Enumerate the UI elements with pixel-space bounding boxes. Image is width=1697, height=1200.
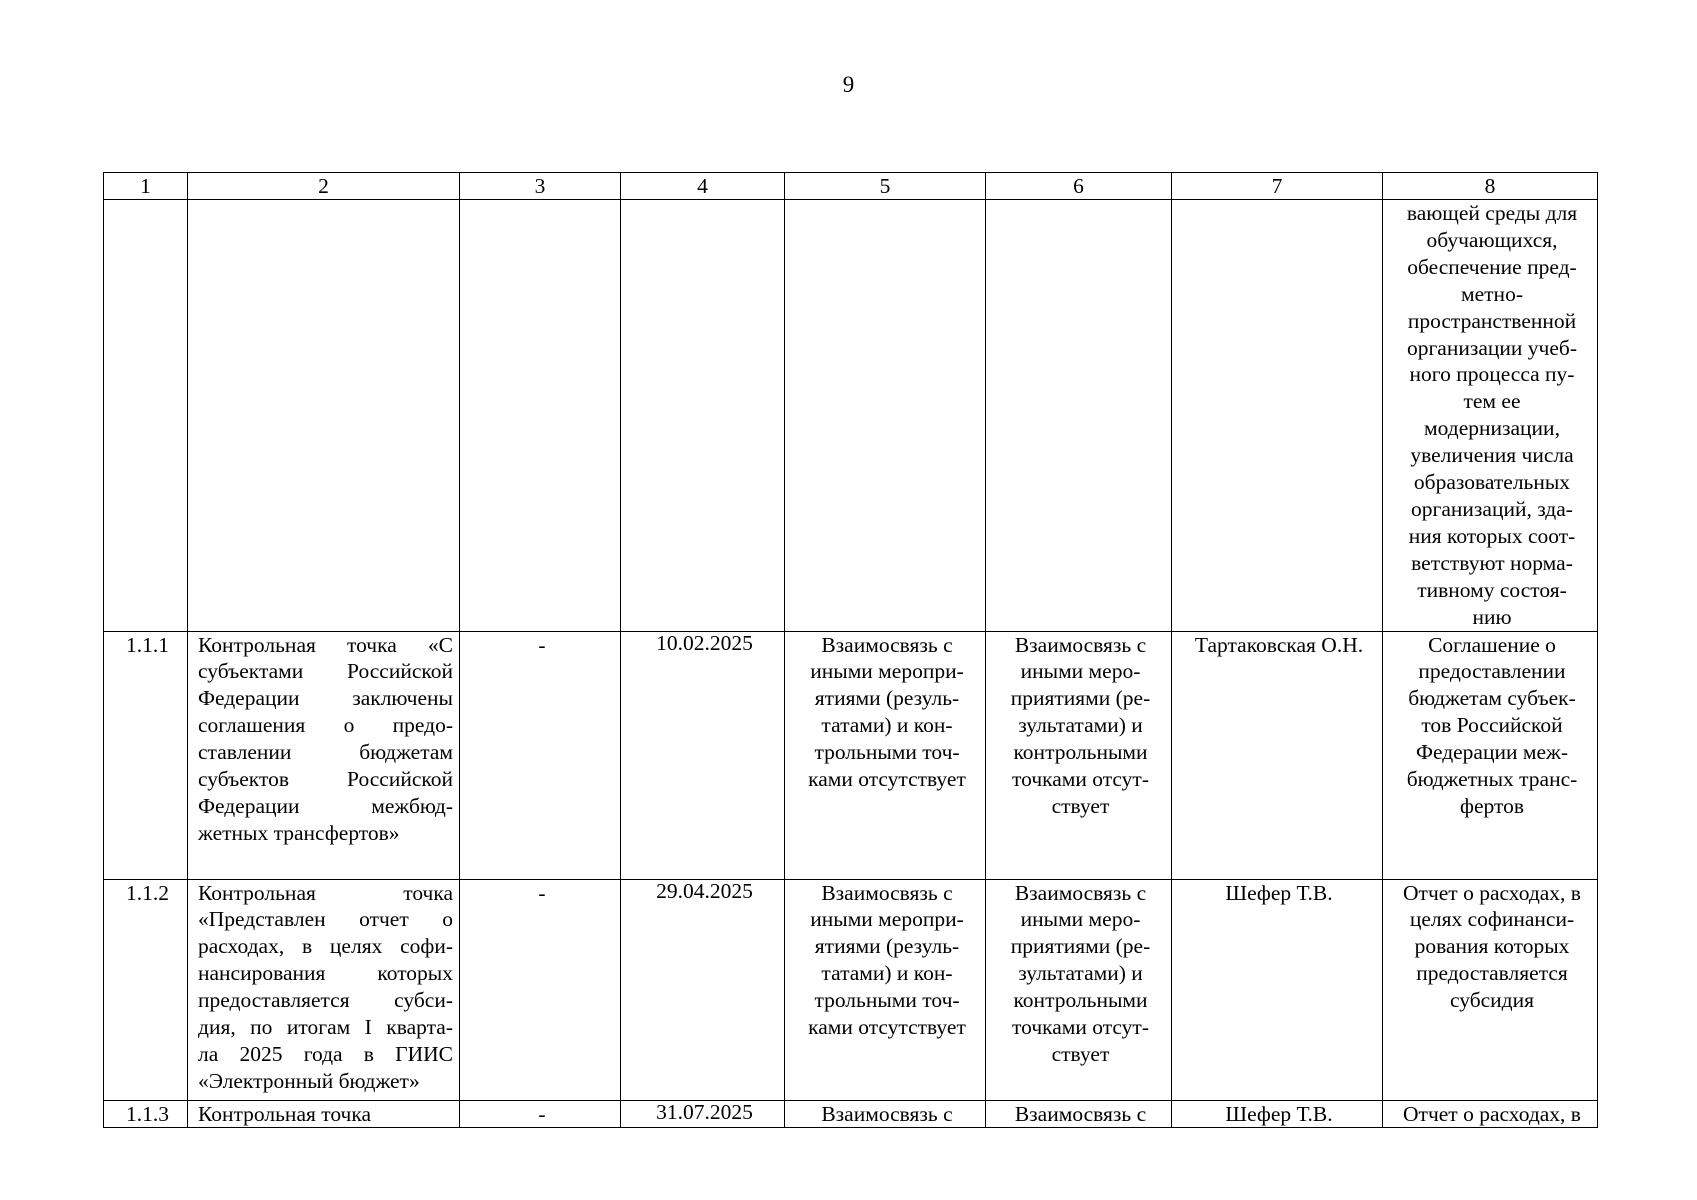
relation-cell bbox=[986, 1100, 1172, 1128]
control-point-name-line: предоставляется субси- bbox=[198, 988, 453, 1013]
result-document-line: метно- bbox=[1461, 281, 1523, 306]
relation-cell bbox=[785, 879, 986, 1100]
result-document-line: тивному состоя- bbox=[1417, 577, 1567, 602]
responsible-person: Шефер Т.В. bbox=[1172, 879, 1383, 1100]
relation-cell bbox=[785, 631, 986, 879]
relation-cell-line: зультатами) и bbox=[1018, 961, 1143, 986]
control-point-name-line: «Электронный бюджет» bbox=[198, 1068, 420, 1093]
result-document-line: организаций, зда- bbox=[1411, 496, 1573, 521]
result-document-line: Отчет о расходах, в bbox=[1403, 880, 1581, 905]
control-point-name bbox=[188, 200, 460, 632]
control-point-name-line: субъектами Российской bbox=[198, 659, 453, 684]
responsible-person: Шефер Т.В. bbox=[1172, 1100, 1383, 1128]
relation-cell-line: Взаимосвязь с bbox=[1014, 632, 1147, 657]
relation-cell-line: Взаимосвязь с bbox=[1014, 880, 1147, 905]
relation-cell-line: Взаимосвязь с bbox=[821, 1101, 953, 1126]
header-row bbox=[104, 173, 1598, 200]
result-document-line: субсидия bbox=[1449, 988, 1535, 1013]
relation-cell-line: точками отсут- bbox=[1012, 767, 1149, 792]
relation-cell-line: иными меро- bbox=[1020, 907, 1141, 932]
control-point-name-line: Контрольная точка «С bbox=[198, 632, 453, 657]
result-document-line: тов Российской bbox=[1421, 713, 1563, 738]
relation-cell-line: ятиями (резуль- bbox=[814, 686, 960, 711]
deadline-date: 31.07.2025 bbox=[621, 1100, 785, 1128]
page-number: 9 bbox=[842, 72, 855, 97]
control-point-name-line: расходах, в целях софи- bbox=[198, 934, 453, 959]
result-document-line: пространственной bbox=[1407, 308, 1577, 333]
result-document-line: образовательных bbox=[1413, 470, 1571, 495]
relation-cell-line: контрольными bbox=[1013, 740, 1148, 765]
column-header: 3 bbox=[460, 173, 621, 200]
relation-cell-line: приятиями (ре- bbox=[1010, 686, 1151, 711]
column-header: 8 bbox=[1383, 173, 1598, 200]
relation-cell bbox=[986, 879, 1172, 1100]
relation-cell-line: ствует bbox=[1051, 1041, 1110, 1066]
relation-cell-line: иными меропри- bbox=[810, 907, 964, 932]
result-document-line: ния которых соот- bbox=[1408, 523, 1576, 548]
row-number: 1.1.2 bbox=[104, 879, 188, 1100]
result-document bbox=[1383, 631, 1598, 879]
result-document-line: предоставляется bbox=[1416, 961, 1568, 986]
table-row bbox=[104, 879, 1598, 1100]
relation-cell bbox=[986, 200, 1172, 632]
relation-cell-line: трольными точ- bbox=[814, 740, 960, 765]
result-document-line: фертов bbox=[1460, 793, 1524, 818]
result-document-line: предоставлении bbox=[1418, 659, 1566, 684]
row-number: 1.1.3 bbox=[104, 1100, 188, 1128]
table-row bbox=[104, 200, 1598, 632]
result-document-line: увеличения числа bbox=[1410, 443, 1574, 468]
relation-cell-line: приятиями (ре- bbox=[1010, 934, 1151, 959]
result-document-line: модернизации, bbox=[1424, 416, 1560, 441]
relation-cell bbox=[785, 1100, 986, 1128]
result-document-line: вающей среды для bbox=[1406, 201, 1578, 225]
relation-cell-line: татами) и кон- bbox=[821, 961, 953, 986]
control-point-name-line: Контрольная точка bbox=[198, 880, 453, 905]
row-number bbox=[104, 200, 188, 632]
relation-cell-line: Взаимосвязь с bbox=[1014, 1101, 1147, 1126]
result-document-line: организации учеб- bbox=[1406, 335, 1577, 360]
control-point-name-line: Федерации заключены bbox=[198, 686, 453, 711]
control-points-table bbox=[103, 172, 1598, 1128]
result-document bbox=[1383, 200, 1598, 632]
control-point-name-line: «Представлен отчет о bbox=[198, 907, 453, 932]
result-document-line: тем ее bbox=[1463, 389, 1521, 414]
result-document-line: ного процесса пу- bbox=[1409, 362, 1575, 387]
control-point-name-line: соглашения о предо- bbox=[198, 713, 453, 738]
control-point-name-line: ла 2025 года в ГИИС bbox=[198, 1041, 453, 1066]
control-point-name-line: Федерации межбюд- bbox=[198, 793, 453, 818]
table-row bbox=[104, 631, 1598, 879]
relation-cell-line: ствует bbox=[1051, 793, 1110, 818]
result-document-line: бюджетных транс- bbox=[1406, 767, 1578, 792]
relation-cell-line: контрольными bbox=[1013, 988, 1148, 1013]
control-point-name-line: жетных трансфертов» bbox=[198, 820, 400, 845]
control-point-name bbox=[188, 1100, 460, 1128]
relation-cell-line: иными меропри- bbox=[810, 659, 964, 684]
control-point-name bbox=[188, 879, 460, 1100]
relation-cell-line: Взаимосвязь с bbox=[821, 880, 953, 905]
control-point-name-line: дия, по итогам I кварта- bbox=[198, 1015, 453, 1040]
relation-cell-line: трольными точ- bbox=[814, 988, 960, 1013]
result-document-line: Соглашение о bbox=[1428, 632, 1556, 657]
column-header: 5 bbox=[785, 173, 986, 200]
result-document-line: целях софинанси- bbox=[1409, 907, 1575, 932]
relation-cell-line: Взаимосвязь с bbox=[821, 632, 953, 657]
result-document-line: бюджетам субъек- bbox=[1408, 686, 1576, 711]
control-point-name-line: ставлении бюджетам bbox=[198, 740, 453, 765]
relation-cell bbox=[986, 631, 1172, 879]
result-document-line: обеспечение пред- bbox=[1407, 254, 1577, 279]
deadline-date bbox=[621, 200, 785, 632]
table-row bbox=[104, 1100, 1598, 1128]
result-document-line: Отчет о расходах, в bbox=[1403, 1101, 1581, 1126]
result-document-line: обучающихся, bbox=[1426, 227, 1558, 252]
result-document bbox=[1383, 1100, 1598, 1128]
relation-cell-line: точками отсут- bbox=[1012, 1015, 1149, 1040]
relation-cell-line: зультатами) и bbox=[1018, 713, 1143, 738]
control-point-name-line: Контрольная точка bbox=[198, 1101, 372, 1126]
column-header: 1 bbox=[104, 173, 188, 200]
control-point-name-line: нансирования которых bbox=[198, 961, 453, 986]
predecessor-cell: - bbox=[460, 631, 621, 879]
row-number: 1.1.1 bbox=[104, 631, 188, 879]
deadline-date: 29.04.2025 bbox=[621, 879, 785, 1100]
column-header: 4 bbox=[621, 173, 785, 200]
relation-cell-line: ятиями (резуль- bbox=[814, 934, 960, 959]
responsible-person bbox=[1172, 200, 1383, 632]
result-document-line: ветствуют норма- bbox=[1411, 550, 1573, 575]
relation-cell-line: ками отсутствует bbox=[808, 1015, 966, 1040]
result-document-line: Федерации меж- bbox=[1415, 740, 1569, 765]
relation-cell-line: иными меро- bbox=[1020, 659, 1141, 684]
result-document-line: нию bbox=[1472, 604, 1512, 629]
deadline-date: 10.02.2025 bbox=[621, 631, 785, 879]
result-document bbox=[1383, 879, 1598, 1100]
relation-cell-line: ками отсутствует bbox=[808, 767, 966, 792]
result-document-line: рования которых bbox=[1414, 934, 1570, 959]
responsible-person: Тартаковская О.Н. bbox=[1172, 631, 1383, 879]
predecessor-cell: - bbox=[460, 1100, 621, 1128]
column-header: 2 bbox=[188, 173, 460, 200]
relation-cell bbox=[785, 200, 986, 632]
predecessor-cell bbox=[460, 200, 621, 632]
control-point-name-line: субъектов Российской bbox=[198, 767, 453, 792]
column-header: 6 bbox=[986, 173, 1172, 200]
control-point-name bbox=[188, 631, 460, 879]
predecessor-cell: - bbox=[460, 879, 621, 1100]
relation-cell-line: татами) и кон- bbox=[821, 713, 953, 738]
column-header: 7 bbox=[1172, 173, 1383, 200]
